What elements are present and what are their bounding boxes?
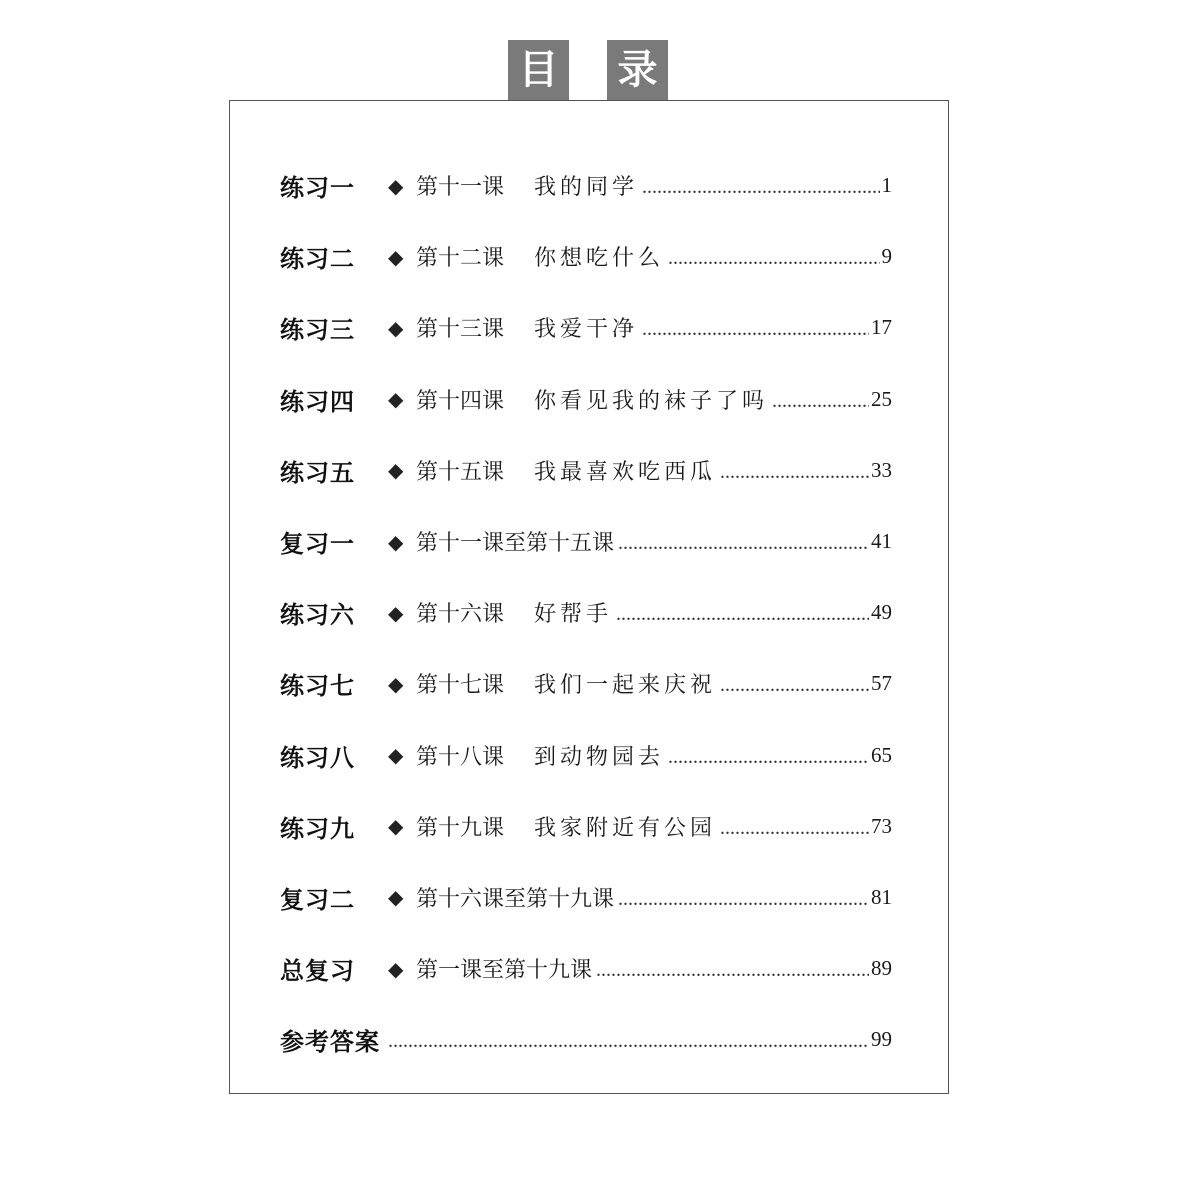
toc-entry-lesson: 第十二课 xyxy=(416,246,505,272)
dot-leader xyxy=(616,603,869,626)
table-of-contents xyxy=(280,150,892,1075)
toc-entry-lesson: 第十六课至第十九课 xyxy=(416,886,615,912)
diamond-bullet-icon: ◆ xyxy=(388,529,404,554)
toc-entry-title: 你想吃什么 xyxy=(534,246,665,272)
toc-entry-12[interactable] xyxy=(280,933,892,1004)
toc-entry-lesson: 第十六课 xyxy=(416,602,505,628)
toc-entry-2[interactable] xyxy=(280,221,892,292)
toc-entry-page: 57 xyxy=(871,671,892,696)
toc-entry-title: 我的同学 xyxy=(534,175,639,201)
toc-entry-page: 89 xyxy=(871,956,892,981)
toc-entry-label: 练习一 xyxy=(280,174,355,203)
toc-entry-page: 1 xyxy=(881,173,892,198)
toc-entry-11[interactable] xyxy=(280,862,892,933)
toc-entry-10[interactable] xyxy=(280,791,892,862)
toc-entry-title: 我家附近有公园 xyxy=(534,815,717,841)
diamond-bullet-icon: ◆ xyxy=(388,458,404,483)
toc-entry-lesson: 第十一课 xyxy=(416,175,505,201)
toc-entry-title: 我最喜欢吃西瓜 xyxy=(534,459,717,485)
diamond-bullet-icon: ◆ xyxy=(388,671,404,696)
dot-leader xyxy=(618,888,869,911)
dot-leader xyxy=(668,746,869,769)
dot-leader xyxy=(388,1030,869,1053)
toc-entry-label: 练习四 xyxy=(280,387,355,416)
diamond-bullet-icon: ◆ xyxy=(388,173,404,198)
dot-leader xyxy=(642,318,869,341)
toc-entry-title: 我爱干净 xyxy=(534,317,639,343)
toc-entry-lesson: 第十三课 xyxy=(416,317,505,343)
toc-entry-label: 练习六 xyxy=(280,601,355,630)
toc-entry-label: 练习五 xyxy=(280,458,355,487)
toc-entry-page: 65 xyxy=(871,742,892,767)
toc-entry-page: 81 xyxy=(871,884,892,909)
toc-entry-title: 你看见我的袜子了吗 xyxy=(534,388,769,414)
toc-entry-1[interactable] xyxy=(280,150,892,221)
diamond-bullet-icon: ◆ xyxy=(388,387,404,412)
toc-entry-page: 49 xyxy=(871,600,892,625)
toc-entry-6[interactable] xyxy=(280,506,892,577)
toc-entry-lesson: 第十一课至第十五课 xyxy=(416,531,615,557)
toc-entry-label: 练习七 xyxy=(280,672,355,701)
dot-leader xyxy=(668,247,879,270)
diamond-bullet-icon: ◆ xyxy=(388,244,404,269)
toc-entry-label: 练习二 xyxy=(280,245,355,274)
toc-entry-lesson: 第一课至第十九课 xyxy=(416,958,593,984)
toc-entry-title: 到动物园去 xyxy=(534,744,665,770)
toc-entry-label: 复习一 xyxy=(280,530,355,559)
dot-leader xyxy=(720,461,869,484)
toc-entry-title: 好帮手 xyxy=(534,602,613,628)
toc-entry-label: 复习二 xyxy=(280,885,355,914)
toc-entry-page: 25 xyxy=(871,386,892,411)
toc-entry-lesson: 第十四课 xyxy=(416,388,505,414)
diamond-bullet-icon: ◆ xyxy=(388,814,404,839)
toc-entry-label: 练习九 xyxy=(280,814,355,843)
toc-entry-label: 练习三 xyxy=(280,316,355,345)
toc-entry-lesson: 第十九课 xyxy=(416,815,505,841)
toc-entry-lesson: 第十八课 xyxy=(416,744,505,770)
toc-entry-answer-key[interactable] xyxy=(280,1004,892,1075)
toc-entry-page: 33 xyxy=(871,457,892,482)
dot-leader xyxy=(720,817,869,840)
dot-leader xyxy=(642,176,879,199)
toc-entry-7[interactable] xyxy=(280,577,892,648)
toc-entry-page: 41 xyxy=(871,529,892,554)
toc-entry-page: 17 xyxy=(871,315,892,340)
diamond-bullet-icon: ◆ xyxy=(388,956,404,981)
toc-entry-3[interactable] xyxy=(280,292,892,363)
diamond-bullet-icon: ◆ xyxy=(388,743,404,768)
toc-entry-page: 9 xyxy=(881,244,892,269)
toc-entry-label: 参考答案 xyxy=(280,1028,380,1057)
toc-entry-title: 我们一起来庆祝 xyxy=(534,673,717,699)
heading-char-lu: 录 xyxy=(607,40,668,101)
dot-leader xyxy=(772,390,869,413)
toc-entry-page: 73 xyxy=(871,813,892,838)
toc-entry-lesson: 第十七课 xyxy=(416,673,505,699)
toc-entry-label: 总复习 xyxy=(280,957,355,986)
diamond-bullet-icon: ◆ xyxy=(388,885,404,910)
toc-entry-9[interactable] xyxy=(280,720,892,791)
diamond-bullet-icon: ◆ xyxy=(388,315,404,340)
toc-entry-8[interactable] xyxy=(280,648,892,719)
toc-entry-lesson: 第十五课 xyxy=(416,459,505,485)
dot-leader xyxy=(720,674,869,697)
dot-leader xyxy=(596,959,869,982)
toc-entry-5[interactable] xyxy=(280,435,892,506)
toc-entry-label: 练习八 xyxy=(280,743,355,772)
dot-leader xyxy=(618,532,869,555)
heading-char-mu: 目 xyxy=(508,40,569,101)
toc-heading xyxy=(508,40,668,101)
toc-entry-4[interactable] xyxy=(280,364,892,435)
toc-entry-page: 99 xyxy=(871,1027,892,1052)
diamond-bullet-icon: ◆ xyxy=(388,600,404,625)
